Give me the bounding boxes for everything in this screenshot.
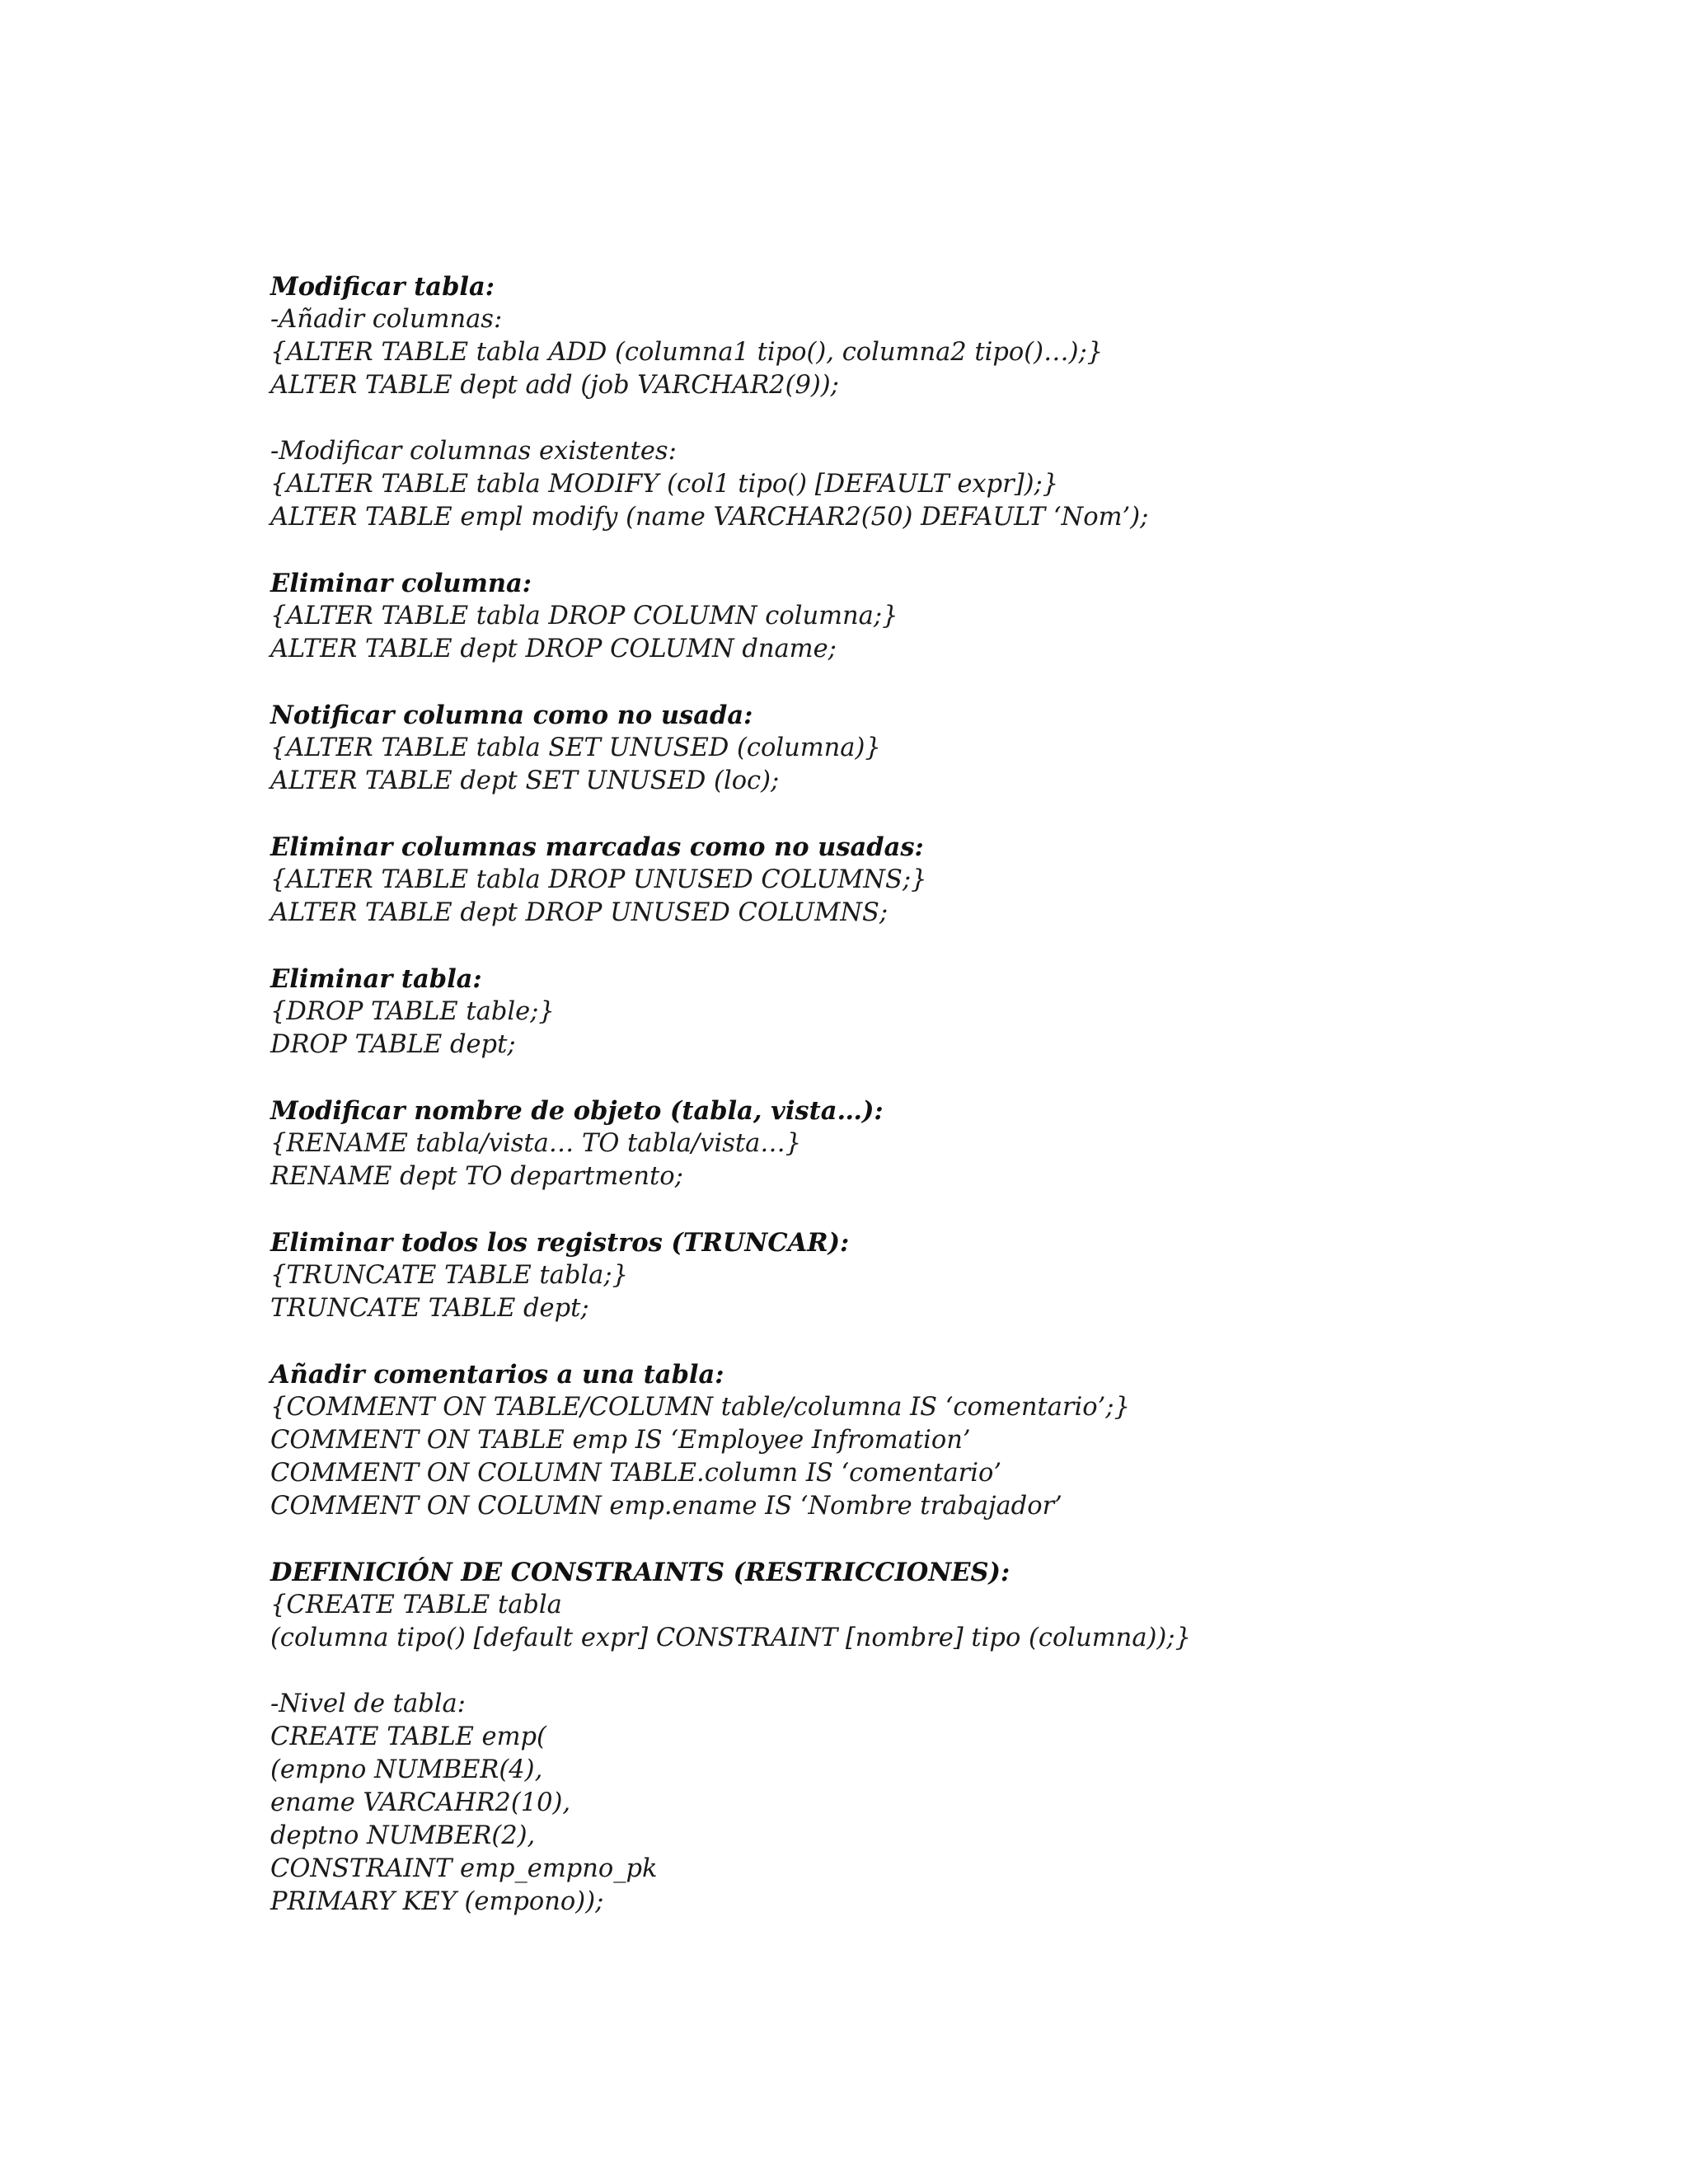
section-heading: Modificar nombre de objeto (tabla, vista…): [270, 1096, 884, 1126]
text-line: {DROP TABLE table;} [270, 997, 555, 1026]
text-line: ename VARCAHR2(10), [270, 1788, 571, 1817]
text-line: (columna tipo() [default expr] CONSTRAINT [nombre] tipo (columna));} [270, 1624, 1191, 1652]
document-section [270, 1094, 1556, 1193]
document-section [270, 1556, 1556, 1655]
document-section [270, 831, 1556, 930]
text-line: TRUNCATE TABLE dept; [270, 1294, 589, 1323]
text-line: RENAME dept TO departmento; [270, 1162, 683, 1191]
document-section [270, 699, 1556, 798]
text-line: -Añadir columnas: [270, 305, 503, 334]
document-section [270, 270, 1556, 402]
text-line: -Modificar columnas existentes: [270, 437, 677, 466]
document-section [270, 1688, 1556, 1919]
text-line: deptno NUMBER(2), [270, 1821, 536, 1850]
document-section [270, 435, 1556, 534]
document-section [270, 1358, 1556, 1523]
text-line: {ALTER TABLE tabla DROP COLUMN columna;} [270, 602, 898, 630]
text-line: CREATE TABLE emp( [270, 1722, 546, 1751]
text-line: (empno NUMBER(4), [270, 1755, 543, 1784]
text-line: COMMENT ON COLUMN TABLE.column IS ‘comentario’ [270, 1459, 1002, 1488]
section-heading: Eliminar todos los registros (TRUNCAR): [270, 1228, 850, 1258]
text-line: ALTER TABLE dept DROP COLUMN dname; [270, 635, 837, 663]
section-heading: DEFINICIÓN DE CONSTRAINTS (RESTRICCIONES): [270, 1558, 1010, 1587]
text-line: -Nivel de tabla: [270, 1690, 466, 1718]
section-heading: Eliminar columnas marcadas como no usadas: [270, 832, 924, 862]
text-line: PRIMARY KEY (empono)); [270, 1887, 604, 1916]
text-line: COMMENT ON TABLE emp IS ‘Employee Infromation’ [270, 1426, 971, 1455]
text-line: {ALTER TABLE tabla DROP UNUSED COLUMNS;} [270, 865, 927, 894]
text-line: {ALTER TABLE tabla ADD (columna1 tipo(), columna2 tipo()…);} [270, 338, 1104, 367]
document-section [270, 963, 1556, 1062]
text-line: ALTER TABLE empl modify (name VARCHAR2(50) DEFAULT ‘Nom’); [270, 503, 1149, 532]
section-heading: Notificar columna como no usada: [270, 701, 753, 730]
text-line: {TRUNCATE TABLE tabla;} [270, 1261, 629, 1290]
text-line: {ALTER TABLE tabla MODIFY (col1 tipo() [DEFAULT expr]);} [270, 470, 1059, 499]
text-line: {COMMENT ON TABLE/COLUMN table/columna IS ‘comentario’;} [270, 1393, 1130, 1422]
section-heading: Eliminar tabla: [270, 964, 482, 994]
text-line: {RENAME tabla/vista… TO tabla/vista…} [270, 1129, 802, 1158]
text-line: ALTER TABLE dept SET UNUSED (loc); [270, 766, 780, 795]
text-line: {ALTER TABLE tabla SET UNUSED (columna)} [270, 733, 881, 762]
text-line: DROP TABLE dept; [270, 1030, 516, 1059]
section-heading: Eliminar columna: [270, 569, 532, 598]
document-section [270, 1226, 1556, 1325]
text-line: COMMENT ON COLUMN emp.ename IS ‘Nombre trabajador’ [270, 1492, 1062, 1521]
document-section [270, 567, 1556, 666]
text-line: ALTER TABLE dept add (job VARCHAR2(9)); [270, 371, 839, 400]
document-body [270, 270, 1556, 1952]
text-line: ALTER TABLE dept DROP UNUSED COLUMNS; [270, 898, 889, 927]
section-heading: Añadir comentarios a una tabla: [270, 1360, 724, 1390]
section-heading: Modificar tabla: [270, 272, 495, 302]
text-line: {CREATE TABLE tabla [270, 1591, 562, 1619]
text-line: CONSTRAINT emp_empno_pk [270, 1854, 658, 1883]
